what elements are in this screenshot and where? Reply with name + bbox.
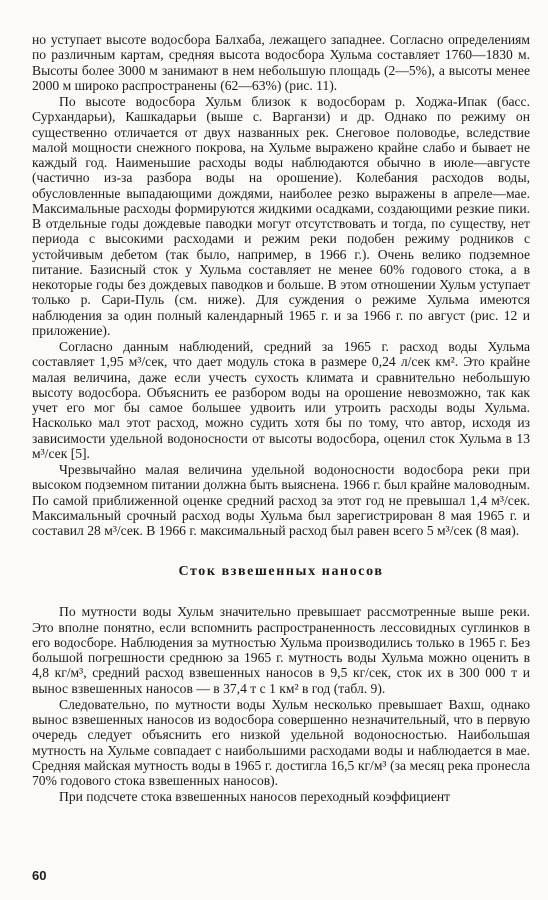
paragraph: По высоте водосбора Хульм близок к водосборам р. Ходжа-Ипак (басс. Сурхандарьи), Кашкадарьи (выше с. Варганзи) и др. Однако по режиму он существенно отличается от двух названных рек. Снеговое половодье, вследствие малой мощности снежного покрова, на Хульме выражено крайне слабо и бывает не каждый год. Наименьшие расходы воды наблюдаются обычно в июле—августе (частично из-за разбора воды на орошение). Колебания расходов воды, обусловленные выпадающими дождями, наиболее резко выражены в апреле—мае. Максимальные расходы формируются жидкими осадками, создающими резкие пики. В отдельные годы дождевые паводки могут отсутствовать и тогда, по существу, нет периода с высокими расходами и режим реки подобен режиму родников с устойчивым дебетом (так было, например, в 1966 г.). Очень велико подземное питание. Базисный сток у Хульма составляет не менее 60% годового стока, а в некоторые годы без дождевых паводков и больше. В этом отношении Хульм уступает только р. Сари-Пуль (см. ниже). Для суждения о режиме Хульма имеются наблюдения за один полный календарный 1965 г. и за 1966 г. по август (рис. 12 и приложение). [32, 94, 530, 338]
text-block-upper [32, 32, 530, 538]
section-heading: Сток взвешенных наносов [178, 564, 384, 580]
page [32, 32, 530, 805]
page-number: 60 [32, 868, 47, 883]
paragraph: Чрезвычайно малая величина удельной водоносности водосбора реки при высоком подземном питании должна быть выяснена. 1966 г. был крайне маловодным. По самой приближенной оценке средний расход за этот год не превышал 1,4 м³/сек. Максимальный срочный расход воды Хульма был зарегистрирован 8 мая 1965 г. и составил 28 м³/сек. В 1966 г. максимальный расход был равен всего 5 м³/сек (8 мая). [32, 462, 530, 538]
text-block-lower [32, 604, 530, 804]
paragraph: По мутности воды Хульм значительно превышает рассмотренные выше реки. Это вполне понятно, если вспомнить распространенность лессовидных суглинков в его водосборе. Наблюдения за мутностью Хульма производились только в 1965 г. Без большой погрешности среднюю за 1965 г. мутность воды Хульма можно оценить в 4,8 кг/м³, средний расход взвешенных наносов в 9,5 кг/сек, сток их в 300 000 т и вынос взвешенных наносов — в 37,4 т с 1 км² в год (табл. 9). [32, 604, 530, 696]
paragraph: Согласно данным наблюдений, средний за 1965 г. расход воды Хульма составляет 1,95 м³/сек, что дает модуль стока в размере 0,24 л/сек км². Это крайне малая величина, даже если учесть сухость климата и сравнительно небольшую высоту водосбора. Объяснить ее разбором воды на орошение невозможно, так как учет его мог бы самое большее удвоить или утроить расходы воды Хульма. Насколько мал этот расход, можно судить хотя бы по тому, что автор, исходя из зависимости удельной водоносности от высоты водосбора, оценил сток Хульма в 13 м³/сек [5]. [32, 339, 530, 461]
paragraph: но уступает высоте водосбора Балхаба, лежащего западнее. Согласно определениям по различным картам, средняя высота водосбора Хульма составляет 1760—1830 м. Высоты более 3000 м занимают в нем небольшую площадь (2—5%), а высоты менее 2000 м широко распространены (62—63%) (рис. 11). [32, 32, 530, 93]
paragraph: При подсчете стока взвешенных наносов переходный коэффициент [59, 789, 451, 805]
paragraph: Следовательно, по мутности воды Хульм несколько превышает Вахш, однако вынос взвешенных наносов из водосбора совершенно незначительный, что в первую очередь следует объяснить его низкой удельной водоносностью. Наибольшая мутность на Хульме совпадает с наибольшими расходами воды и наблюдается в мае. Средняя майская мутность воды в 1965 г. достигла 16,5 кг/м³ (за месяц река пронесла 70% годового стока взвешенных наносов). [32, 696, 530, 788]
